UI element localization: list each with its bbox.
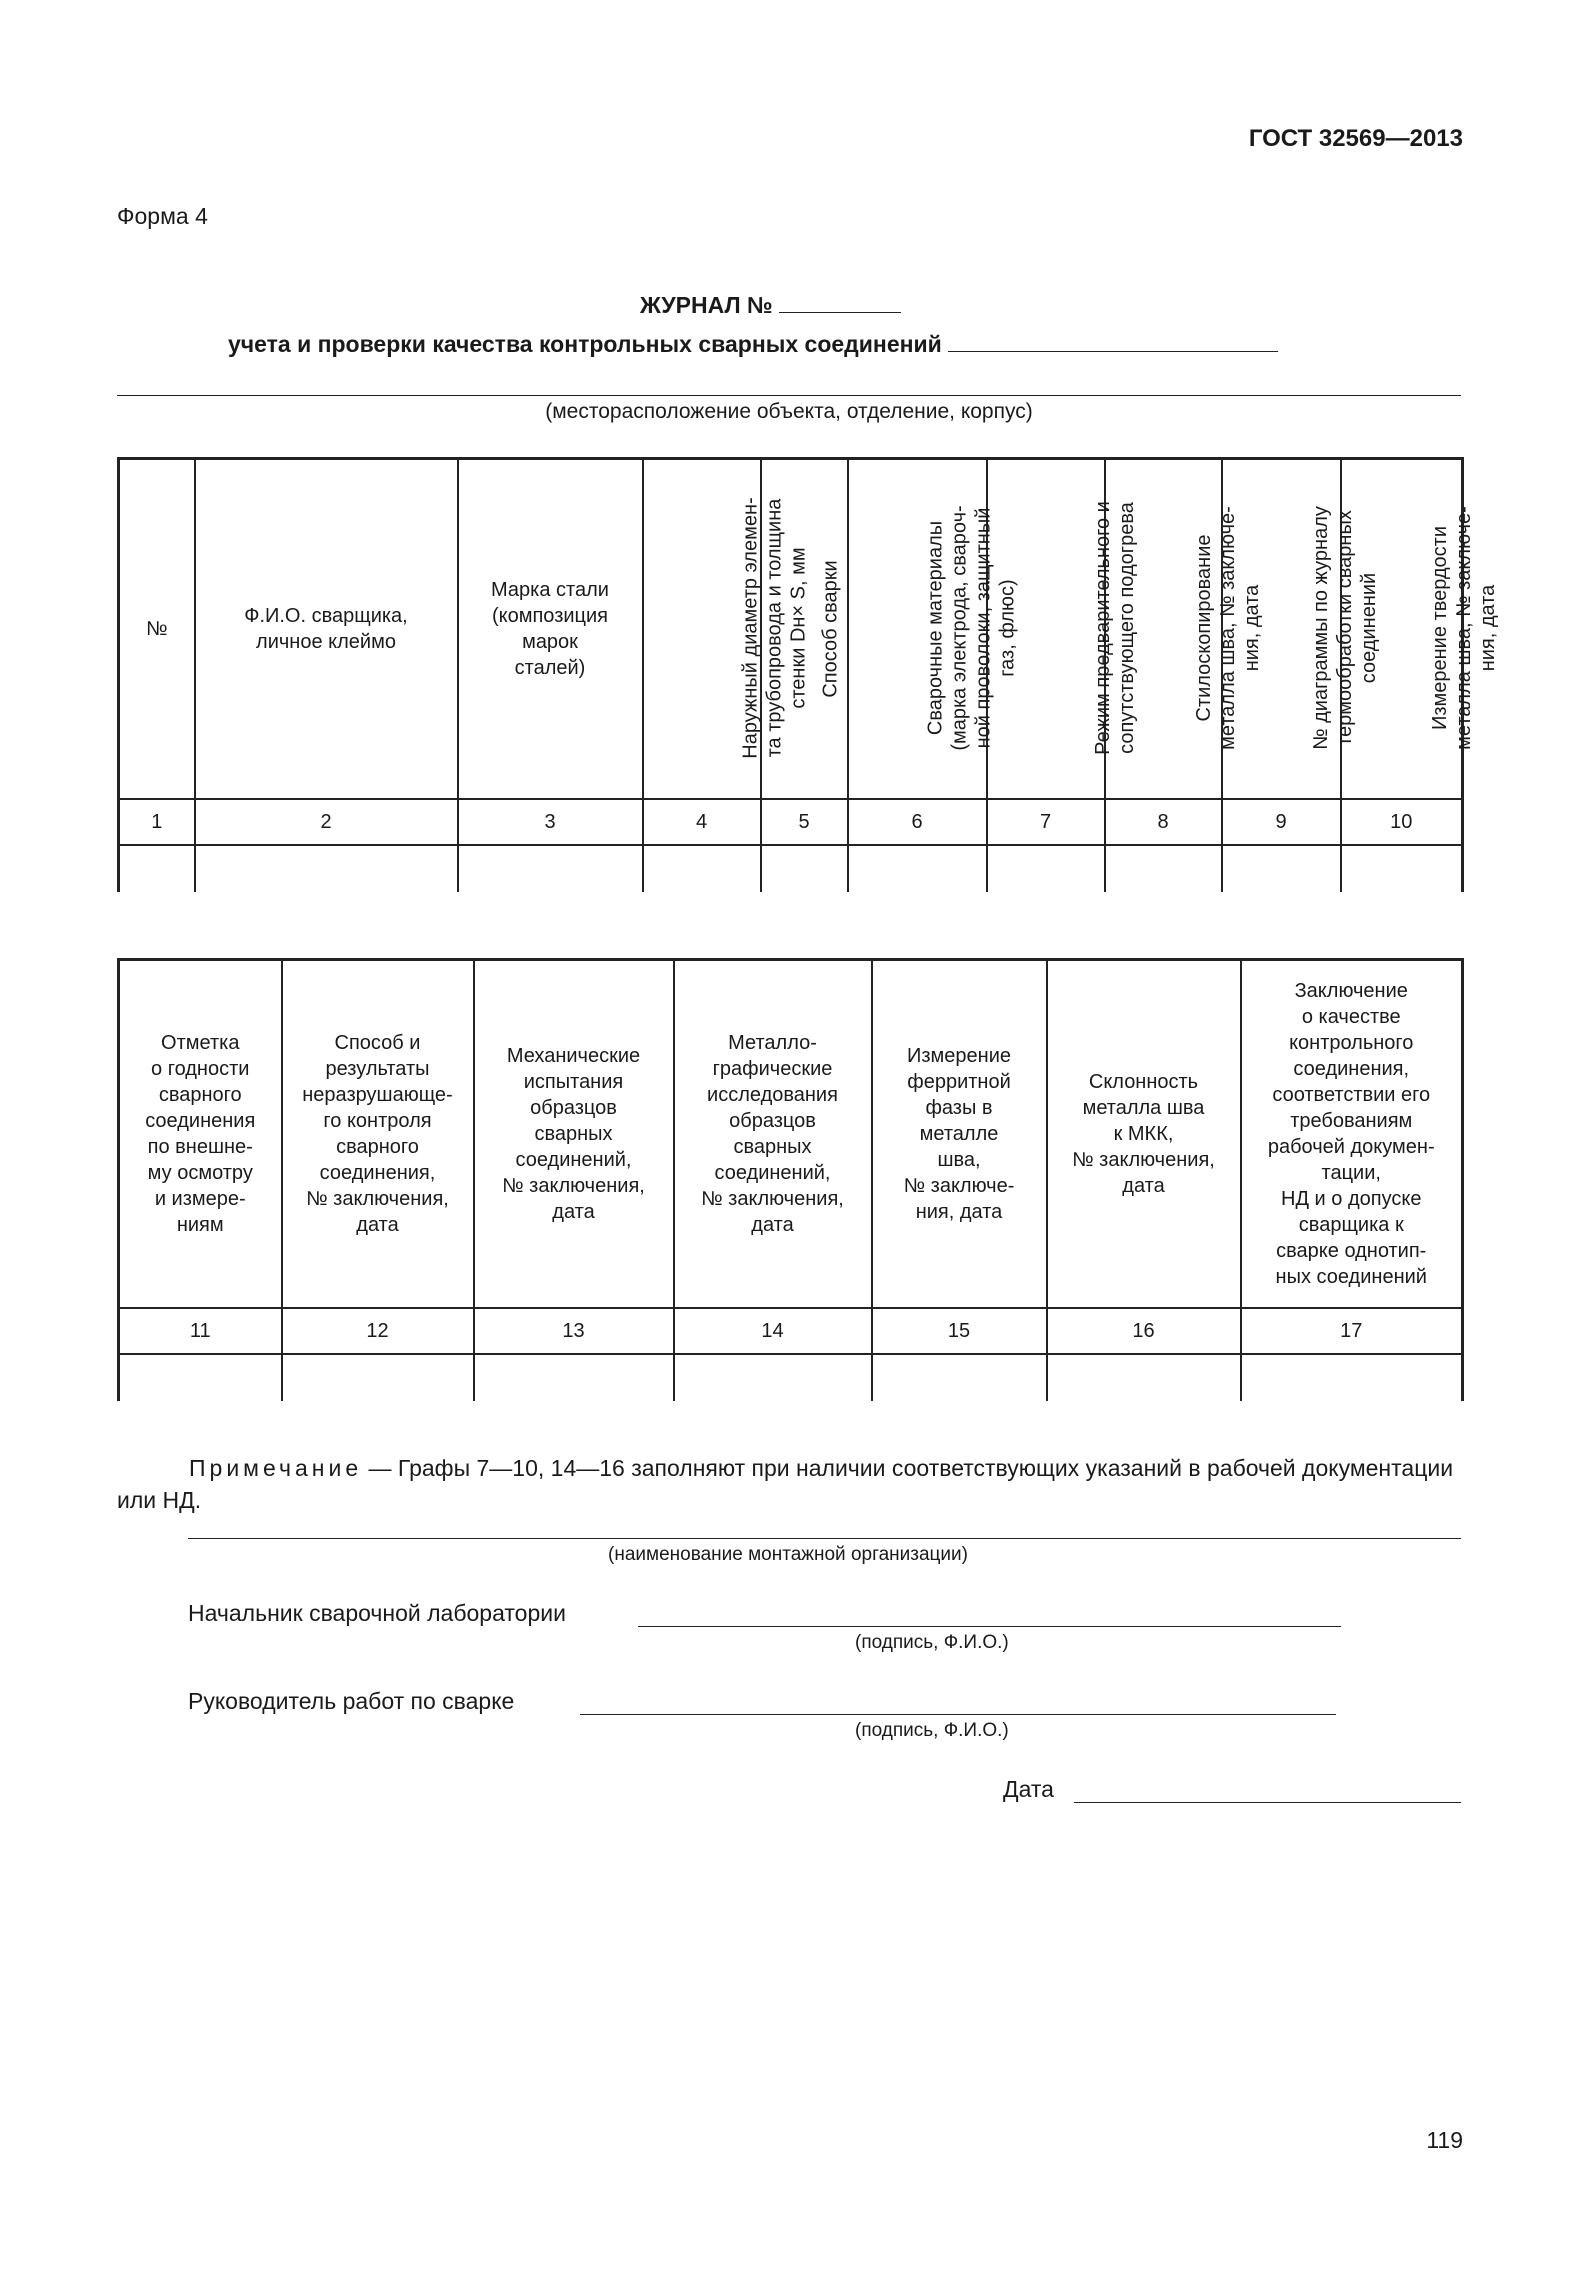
date-label: Дата xyxy=(1003,1776,1054,1802)
lab-head-sign-caption: (подпись, Ф.И.О.) xyxy=(855,1632,1009,1653)
table1-number-row xyxy=(119,799,1463,845)
journal-table-1 xyxy=(117,457,1499,892)
table1-entry-cell[interactable] xyxy=(987,845,1105,892)
table2-entry-cell[interactable] xyxy=(282,1354,474,1401)
table2-entry-cell[interactable] xyxy=(474,1354,674,1401)
note-text: — Графы 7—10, 14—16 заполняют при наличии соответствующих указаний в рабочей документации или НД. xyxy=(117,1455,1454,1513)
table2-header-cell: Измерение ферритной фазы в металле шва, № заключе- ния, дата xyxy=(872,960,1047,1308)
table1-header-text: Марка стали (композиция марок сталей) xyxy=(491,578,609,679)
welding-head-label: Руководитель работ по сварке xyxy=(188,1688,515,1714)
table1-header-text: Сварочные материалы (марка электрода, свароч- ной проволоки, защитный газ, флюс) xyxy=(924,505,1019,751)
table1-header-text: № диаграммы по журналу термообработки сварных соединений xyxy=(1309,506,1380,751)
table2-col-number: 14 xyxy=(674,1308,872,1354)
table1-col-number: 10 xyxy=(1341,799,1463,845)
table1-entry-cell[interactable] xyxy=(761,845,848,892)
table2-col-number: 11 xyxy=(119,1308,282,1354)
table2-col-number: 15 xyxy=(872,1308,1047,1354)
table2-header-cell: Способ и результаты неразрушающе- го контроля сварного соединения, № заключения, дата xyxy=(282,960,474,1308)
table2-col-number: 17 xyxy=(1241,1308,1463,1354)
table2-entry-cell[interactable] xyxy=(1241,1354,1463,1401)
lab-head-signature-line[interactable] xyxy=(638,1626,1341,1627)
table2-col-number: 13 xyxy=(474,1308,674,1354)
journal-subtitle-field[interactable] xyxy=(948,333,1278,352)
table1-col-number: 3 xyxy=(458,799,643,845)
page-number: 119 xyxy=(1426,2127,1463,2153)
table1-header-text: Наружный диаметр элемен- та трубопровода и толщина стенки Dн× S, мм xyxy=(739,497,810,759)
table1-header-cell xyxy=(119,459,195,799)
table1-col-number: 1 xyxy=(119,799,195,845)
table2-header-cell: Отметка о годности сварного соединения по внешне- му осмотру и измере- ниям xyxy=(119,960,282,1308)
table1-entry-cell[interactable] xyxy=(119,845,195,892)
table2-col-number: 12 xyxy=(282,1308,474,1354)
table1-entry-cell[interactable] xyxy=(1222,845,1341,892)
journal-title xyxy=(640,292,901,319)
journal-title-text: ЖУРНАЛ № xyxy=(640,292,773,318)
table2-header-cell: Механические испытания образцов сварных соединений, № заключения, дата xyxy=(474,960,674,1308)
table2-header-cell: Заключение о качестве контрольного соединения, соответствии его требованиям рабочей докумен- тации, НД и о допуске сварщика к сварке однотип- ных соединений xyxy=(1241,960,1463,1308)
table1-col-number: 4 xyxy=(643,799,761,845)
location-caption: (месторасположение объекта, отделение, корпус) xyxy=(545,400,1033,423)
note-label: Примечание xyxy=(189,1455,363,1481)
table2-entry-cell[interactable] xyxy=(872,1354,1047,1401)
standard-number: ГОСТ 32569—2013 xyxy=(1248,125,1463,152)
table1-col-number: 6 xyxy=(848,799,987,845)
table2-header-row xyxy=(119,960,1463,1308)
table1-header-text: Способ сварки xyxy=(819,560,842,698)
table-note xyxy=(117,1452,1461,1516)
table1-entry-cell[interactable] xyxy=(195,845,458,892)
table1-col-number: 8 xyxy=(1105,799,1222,845)
date-line[interactable] xyxy=(1074,1802,1461,1803)
organization-caption: (наименование монтажной организации) xyxy=(608,1544,968,1565)
table1-header-row xyxy=(119,459,1463,799)
organization-line[interactable] xyxy=(188,1538,1461,1539)
table2-col-number: 16 xyxy=(1047,1308,1241,1354)
table1-header-text: № xyxy=(146,617,168,640)
table1-col-number: 5 xyxy=(761,799,848,845)
journal-number-field[interactable] xyxy=(779,294,901,313)
table1-header-cell xyxy=(458,459,643,799)
welding-head-signature-line[interactable] xyxy=(580,1714,1336,1715)
table2-number-row xyxy=(119,1308,1463,1354)
table1-col-number: 2 xyxy=(195,799,458,845)
table1-entry-cell[interactable] xyxy=(643,845,761,892)
table1-header-text: Режим предварительного и сопутствующего подогрева xyxy=(1091,501,1138,756)
table1-header-text: Стилоскопирование металла шва, № заключе- ния, дата xyxy=(1192,506,1263,751)
lab-head-label: Начальник сварочной лаборатории xyxy=(188,1600,566,1626)
table1-entry-cell[interactable] xyxy=(458,845,643,892)
table1-col-number: 9 xyxy=(1222,799,1341,845)
journal-subtitle xyxy=(228,331,1278,358)
table2-entry-cell[interactable] xyxy=(1047,1354,1241,1401)
journal-table-2 xyxy=(117,958,1464,1401)
table1-header-cell xyxy=(195,459,458,799)
table2-entry-cell[interactable] xyxy=(674,1354,872,1401)
table1-header-text: Ф.И.О. сварщика, личное клеймо xyxy=(244,604,408,653)
table2-entry-cell[interactable] xyxy=(119,1354,282,1401)
location-line[interactable] xyxy=(117,395,1461,396)
table1-header-text: Измерение твердости металла шва, № заключе- ния, дата xyxy=(1428,506,1499,751)
form-label: Форма 4 xyxy=(117,203,208,229)
welding-head-sign-caption: (подпись, Ф.И.О.) xyxy=(855,1720,1009,1741)
table2-header-cell: Металло- графические исследования образцов сварных соединений, № заключения, дата xyxy=(674,960,872,1308)
table2-entry-row xyxy=(119,1354,1463,1401)
journal-subtitle-text: учета и проверки качества контрольных сварных соединений xyxy=(228,331,942,357)
table1-entry-cell[interactable] xyxy=(1105,845,1222,892)
table1-col-number: 7 xyxy=(987,799,1105,845)
table1-header-cell xyxy=(848,459,1019,799)
table1-header-cell xyxy=(643,459,810,799)
table1-entry-row xyxy=(119,845,1463,892)
table2-header-cell: Склонность металла шва к МКК, № заключения, дата xyxy=(1047,960,1241,1308)
table1-entry-cell[interactable] xyxy=(848,845,987,892)
table1-entry-cell[interactable] xyxy=(1341,845,1463,892)
